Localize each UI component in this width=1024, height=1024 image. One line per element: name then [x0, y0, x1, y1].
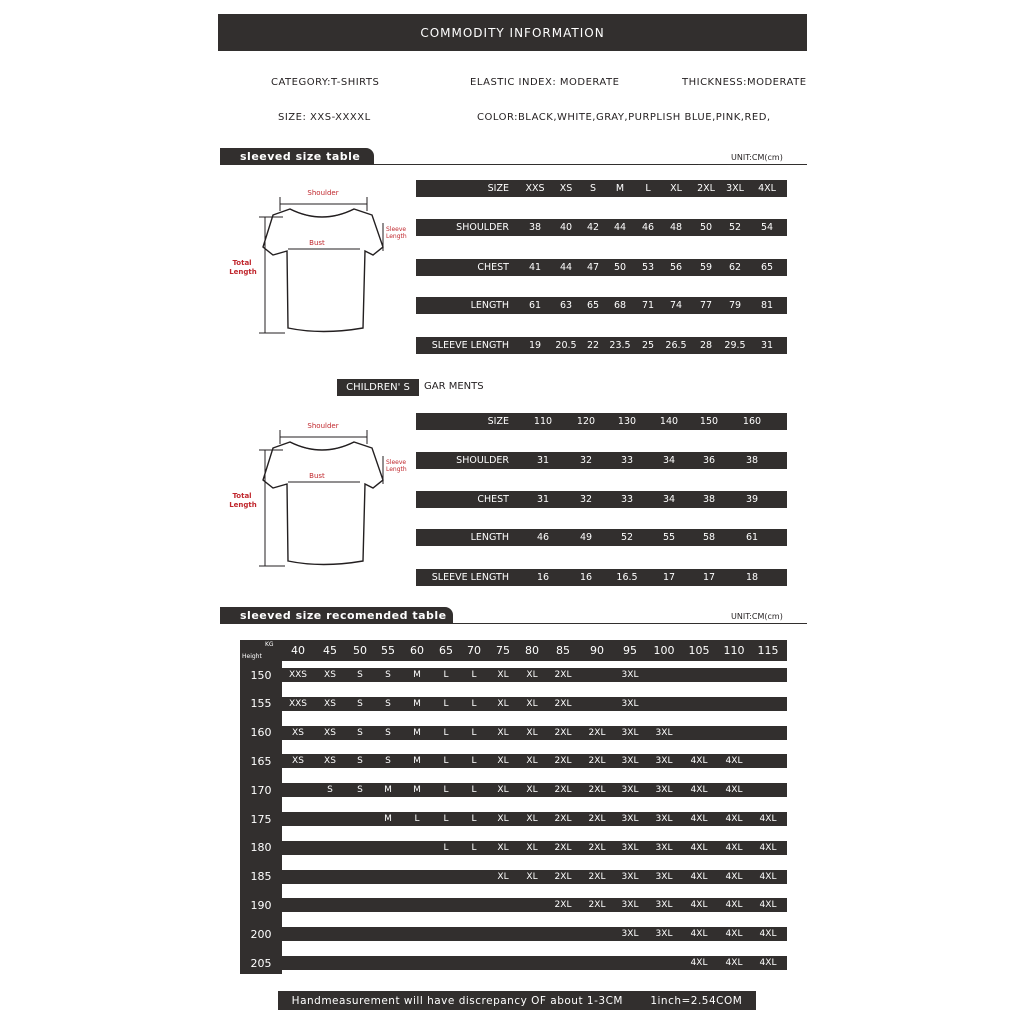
cell-value: 77: [699, 300, 713, 311]
cell-value: 44: [613, 222, 627, 233]
size-value: 3XL: [621, 900, 639, 911]
cell-value: 17: [662, 572, 676, 583]
size-value: XL: [526, 814, 538, 824]
size-value: 4XL: [759, 929, 777, 940]
cell-value: M: [615, 183, 625, 194]
size-value: 3XL: [655, 756, 673, 767]
table-row: [282, 812, 787, 826]
cell-value: 59: [699, 262, 713, 273]
table-row: [416, 413, 787, 430]
info-elastic: ELASTIC INDEX: MODERATE: [470, 77, 620, 88]
cell-value: 16: [536, 572, 550, 583]
size-value: M: [413, 756, 421, 767]
cell-value: 74: [669, 300, 683, 311]
footer-note: Handmeasurement will have discrepancy OF about 1-3CM: [291, 994, 623, 1007]
section-rule: [220, 164, 807, 165]
cell-value: 61: [745, 532, 759, 543]
size-value: 4XL: [725, 900, 743, 911]
size-value: 2XL: [554, 727, 572, 738]
size-value: 4XL: [725, 929, 743, 940]
weight-value: 75: [496, 644, 510, 657]
size-value: L: [414, 814, 420, 824]
size-value: 3XL: [621, 871, 639, 882]
cell-value: 52: [728, 222, 742, 233]
total-length-label: Total Length: [229, 492, 257, 509]
cell-value: 44: [559, 262, 573, 273]
size-value: 2XL: [588, 756, 606, 767]
size-value: S: [357, 785, 363, 796]
size-value: S: [385, 727, 391, 738]
size-value: 3XL: [621, 929, 639, 940]
cell-value: L: [645, 183, 651, 194]
table-row: [282, 783, 787, 797]
cell-value: 58: [702, 532, 716, 543]
size-value: S: [357, 756, 363, 767]
footer-note-bar: [278, 991, 756, 1010]
size-value: L: [443, 756, 449, 767]
cell-value: 32: [579, 494, 593, 505]
size-value: 4XL: [690, 929, 708, 940]
table-row: [416, 297, 787, 314]
cell-value: S: [589, 183, 597, 194]
weight-value: 45: [323, 644, 337, 657]
cell-value: 2XL: [697, 183, 715, 194]
cell-value: 49: [579, 532, 593, 543]
size-value: 4XL: [725, 958, 743, 968]
table-row: [416, 337, 787, 354]
cell-value: 81: [760, 300, 774, 311]
size-value: XL: [526, 698, 538, 709]
size-value: L: [443, 727, 449, 738]
cell-value: 38: [745, 455, 759, 466]
cell-value: 47: [586, 262, 600, 273]
children-label-rest: GAR MENTS: [424, 381, 484, 392]
height-value: 200: [250, 927, 272, 941]
size-value: L: [471, 727, 477, 738]
size-value: 2XL: [588, 785, 606, 796]
cell-value: 41: [528, 262, 542, 273]
size-value: 4XL: [690, 871, 708, 882]
section-rule: [220, 623, 807, 624]
cell-value: 39: [745, 494, 759, 505]
size-value: M: [413, 670, 421, 680]
table-row: [282, 927, 787, 941]
size-value: L: [471, 670, 477, 680]
info-size: SIZE: XXS-XXXXL: [278, 112, 371, 123]
tshirt-diagram: [225, 185, 415, 345]
cell-value: 53: [641, 262, 655, 273]
cell-value: 55: [662, 532, 676, 543]
size-value: 3XL: [655, 785, 673, 796]
size-value: XS: [292, 756, 304, 767]
size-value: L: [443, 842, 449, 853]
size-value: 3XL: [621, 842, 639, 853]
cell-value: 140: [659, 416, 679, 427]
size-value: S: [357, 698, 363, 709]
height-value: 175: [250, 812, 272, 826]
size-value: L: [443, 698, 449, 709]
cell-value: 46: [536, 532, 550, 543]
size-value: 4XL: [725, 842, 743, 853]
height-value: 170: [250, 783, 272, 797]
row-label: LENGTH: [470, 532, 509, 543]
table-row: [282, 898, 787, 912]
weight-value: 115: [757, 644, 779, 657]
tshirt-outline: [263, 442, 383, 565]
info-thickness: THICKNESS:MODERATE: [682, 77, 807, 88]
size-value: S: [357, 727, 363, 738]
bust-label: Bust: [309, 472, 325, 480]
height-value: 185: [250, 870, 272, 884]
size-value: 2XL: [554, 900, 572, 911]
cell-value: 65: [586, 300, 600, 311]
section-tab-recommended-table: sleeved size recomended table: [220, 607, 453, 624]
size-value: 2XL: [554, 670, 572, 680]
weight-value: 110: [723, 644, 745, 657]
size-value: L: [471, 756, 477, 767]
size-value: 3XL: [621, 814, 639, 824]
size-value: XL: [497, 698, 509, 709]
size-value: L: [471, 814, 477, 824]
cell-value: 33: [620, 494, 634, 505]
size-value: S: [385, 698, 391, 709]
size-value: 4XL: [690, 842, 708, 853]
size-value: XS: [324, 756, 336, 767]
info-color: COLOR:BLACK,WHITE,GRAY,PURPLISH BLUE,PINK,RED,: [477, 112, 771, 123]
weight-value: 100: [653, 644, 675, 657]
size-value: M: [384, 814, 392, 824]
unit-label: UNIT:CM(cm): [731, 612, 783, 621]
size-value: S: [357, 670, 363, 680]
size-value: 3XL: [655, 871, 673, 882]
weight-value: 95: [623, 644, 637, 657]
size-value: XXS: [288, 698, 308, 709]
cell-value: 160: [742, 416, 762, 427]
size-value: 4XL: [759, 814, 777, 824]
cell-value: 32: [579, 455, 593, 466]
table-row: [282, 841, 787, 855]
size-value: 2XL: [554, 842, 572, 853]
weight-value: 60: [410, 644, 424, 657]
cell-value: 26.5: [665, 340, 687, 351]
table-row: [282, 956, 787, 970]
size-value: XS: [292, 727, 304, 738]
row-label: SLEEVE LENGTH: [431, 572, 509, 583]
tshirt-outline: [263, 209, 383, 332]
cell-value: 34: [662, 455, 676, 466]
table-row: [416, 452, 787, 469]
cell-value: 62: [728, 262, 742, 273]
cell-value: 42: [586, 222, 600, 233]
row-label: SHOULDER: [456, 455, 509, 466]
size-value: L: [471, 842, 477, 853]
size-value: 4XL: [725, 814, 743, 824]
height-label: Height: [242, 653, 262, 660]
size-value: S: [385, 670, 391, 680]
cell-value: XXS: [525, 183, 545, 194]
size-value: 2XL: [554, 785, 572, 796]
row-label: SIZE: [487, 416, 509, 427]
size-value: 4XL: [759, 871, 777, 882]
size-value: 4XL: [759, 900, 777, 911]
cell-value: 61: [528, 300, 542, 311]
height-value: 150: [250, 668, 272, 682]
cell-value: 31: [536, 455, 550, 466]
size-value: 4XL: [690, 756, 708, 767]
size-value: 4XL: [690, 814, 708, 824]
size-value: XL: [497, 871, 509, 882]
size-value: 2XL: [554, 814, 572, 824]
cell-value: 68: [613, 300, 627, 311]
cell-value: XL: [670, 183, 682, 194]
size-value: S: [385, 756, 391, 767]
header-title: COMMODITY INFORMATION: [420, 25, 605, 40]
row-label: SHOULDER: [456, 222, 509, 233]
info-category: CATEGORY:T-SHIRTS: [271, 77, 380, 88]
cell-value: 25: [641, 340, 655, 351]
cell-value: 28: [699, 340, 713, 351]
size-value: 2XL: [554, 871, 572, 882]
size-value: XL: [526, 756, 538, 767]
size-value: XL: [497, 785, 509, 796]
table-row: [416, 569, 787, 586]
size-value: 2XL: [588, 814, 606, 824]
size-value: 4XL: [725, 785, 743, 796]
size-value: XL: [526, 871, 538, 882]
total-length-label: Total Length: [229, 259, 257, 276]
cell-value: 31: [536, 494, 550, 505]
cell-value: 3XL: [726, 183, 744, 194]
bust-label: Bust: [309, 239, 325, 247]
size-value: 2XL: [588, 871, 606, 882]
row-label: SIZE: [487, 183, 509, 194]
cell-value: 50: [699, 222, 713, 233]
row-label: CHEST: [477, 494, 509, 505]
size-value: XXS: [288, 670, 308, 680]
height-value: 165: [250, 754, 272, 768]
cell-value: 63: [559, 300, 573, 311]
height-value: 155: [250, 697, 272, 711]
cell-value: 50: [613, 262, 627, 273]
cell-value: 20.5: [555, 340, 577, 351]
size-value: L: [471, 785, 477, 796]
children-label-box: CHILDREN' S: [337, 379, 419, 396]
height-value: 160: [250, 726, 272, 740]
weight-value: 55: [381, 644, 395, 657]
cell-value: 52: [620, 532, 634, 543]
size-value: XL: [526, 785, 538, 796]
size-value: 3XL: [655, 842, 673, 853]
cell-value: 65: [760, 262, 774, 273]
size-value: XL: [497, 727, 509, 738]
cell-value: XS: [559, 183, 573, 194]
size-value: S: [327, 785, 333, 796]
cell-value: 31: [760, 340, 774, 351]
cell-value: 40: [559, 222, 573, 233]
cell-value: 46: [641, 222, 655, 233]
table-row: [416, 491, 787, 508]
cell-value: 48: [669, 222, 683, 233]
unit-label: UNIT:CM(cm): [731, 153, 783, 162]
cell-value: 19: [528, 340, 542, 351]
table-row: [416, 259, 787, 276]
weight-value: 65: [439, 644, 453, 657]
cell-value: 120: [576, 416, 596, 427]
weight-value: 105: [688, 644, 710, 657]
size-value: L: [443, 670, 449, 680]
weight-value: 70: [467, 644, 481, 657]
cell-value: 36: [702, 455, 716, 466]
size-value: 4XL: [690, 785, 708, 796]
weight-value: 85: [556, 644, 570, 657]
size-value: XS: [324, 727, 336, 738]
row-label: LENGTH: [470, 300, 509, 311]
row-label: SLEEVE LENGTH: [431, 340, 509, 351]
size-value: XL: [526, 842, 538, 853]
tshirt-diagram: [225, 418, 415, 578]
table-row: [416, 180, 787, 197]
size-value: L: [443, 785, 449, 796]
size-value: 4XL: [690, 958, 708, 968]
weight-header-row: [240, 640, 787, 661]
size-value: XL: [526, 670, 538, 680]
size-value: XL: [497, 670, 509, 680]
height-value: 180: [250, 841, 272, 855]
size-value: XL: [526, 727, 538, 738]
size-value: L: [471, 698, 477, 709]
kg-label: KG: [265, 641, 274, 648]
cell-value: 33: [620, 455, 634, 466]
cell-value: 56: [669, 262, 683, 273]
cell-value: 38: [528, 222, 542, 233]
size-value: L: [443, 814, 449, 824]
size-value: 3XL: [655, 900, 673, 911]
size-value: 4XL: [725, 871, 743, 882]
cell-value: 16: [579, 572, 593, 583]
table-row: [416, 219, 787, 236]
table-row: [282, 754, 787, 768]
size-value: 2XL: [588, 900, 606, 911]
table-row: [282, 726, 787, 740]
size-value: XS: [324, 698, 336, 709]
height-value: 205: [250, 956, 272, 970]
cell-value: 110: [533, 416, 553, 427]
cell-value: 23.5: [609, 340, 631, 351]
footer-conversion: 1inch=2.54COM: [650, 994, 743, 1007]
size-value: 3XL: [621, 670, 639, 680]
table-row: [282, 668, 787, 682]
cell-value: 16.5: [616, 572, 638, 583]
size-value: 4XL: [759, 958, 777, 968]
sleeve-length-label: Sleeve Length: [386, 459, 407, 473]
table-row: [282, 870, 787, 884]
table-row: [282, 697, 787, 711]
size-value: XL: [497, 756, 509, 767]
size-value: 4XL: [725, 756, 743, 767]
weight-value: 90: [590, 644, 604, 657]
size-value: 2XL: [588, 842, 606, 853]
size-value: 4XL: [759, 842, 777, 853]
row-label: CHEST: [477, 262, 509, 273]
cell-value: 38: [702, 494, 716, 505]
size-value: 4XL: [690, 900, 708, 911]
cell-value: 71: [641, 300, 655, 311]
cell-value: 34: [662, 494, 676, 505]
cell-value: 22: [586, 340, 600, 351]
size-value: 2XL: [554, 698, 572, 709]
cell-value: 79: [728, 300, 742, 311]
size-value: XL: [497, 814, 509, 824]
size-value: XS: [324, 670, 336, 680]
weight-value: 80: [525, 644, 539, 657]
size-value: M: [413, 698, 421, 709]
size-value: 3XL: [621, 756, 639, 767]
size-value: 3XL: [655, 929, 673, 940]
section-tab-sleeved-size-table: sleeved size table: [220, 148, 374, 165]
shoulder-label: Shoulder: [307, 422, 339, 430]
table-row: [416, 529, 787, 546]
size-value: 3XL: [655, 814, 673, 824]
size-value: 2XL: [588, 727, 606, 738]
cell-value: 4XL: [758, 183, 776, 194]
size-value: M: [413, 785, 421, 796]
cell-value: 54: [760, 222, 774, 233]
size-value: 3XL: [621, 785, 639, 796]
height-column: [240, 640, 282, 974]
size-value: M: [384, 785, 392, 796]
size-value: XL: [497, 842, 509, 853]
cell-value: 17: [702, 572, 716, 583]
height-value: 190: [250, 898, 272, 912]
size-value: M: [413, 727, 421, 738]
weight-value: 40: [291, 644, 305, 657]
size-value: 2XL: [554, 756, 572, 767]
size-value: 3XL: [655, 727, 673, 738]
shoulder-label: Shoulder: [307, 189, 339, 197]
size-value: 3XL: [621, 727, 639, 738]
size-value: 3XL: [621, 698, 639, 709]
sleeve-length-label: Sleeve Length: [386, 226, 407, 240]
cell-value: 18: [745, 572, 759, 583]
weight-value: 50: [353, 644, 367, 657]
header-bar: [218, 14, 807, 51]
cell-value: 150: [699, 416, 719, 427]
cell-value: 29.5: [724, 340, 746, 351]
cell-value: 130: [617, 416, 637, 427]
